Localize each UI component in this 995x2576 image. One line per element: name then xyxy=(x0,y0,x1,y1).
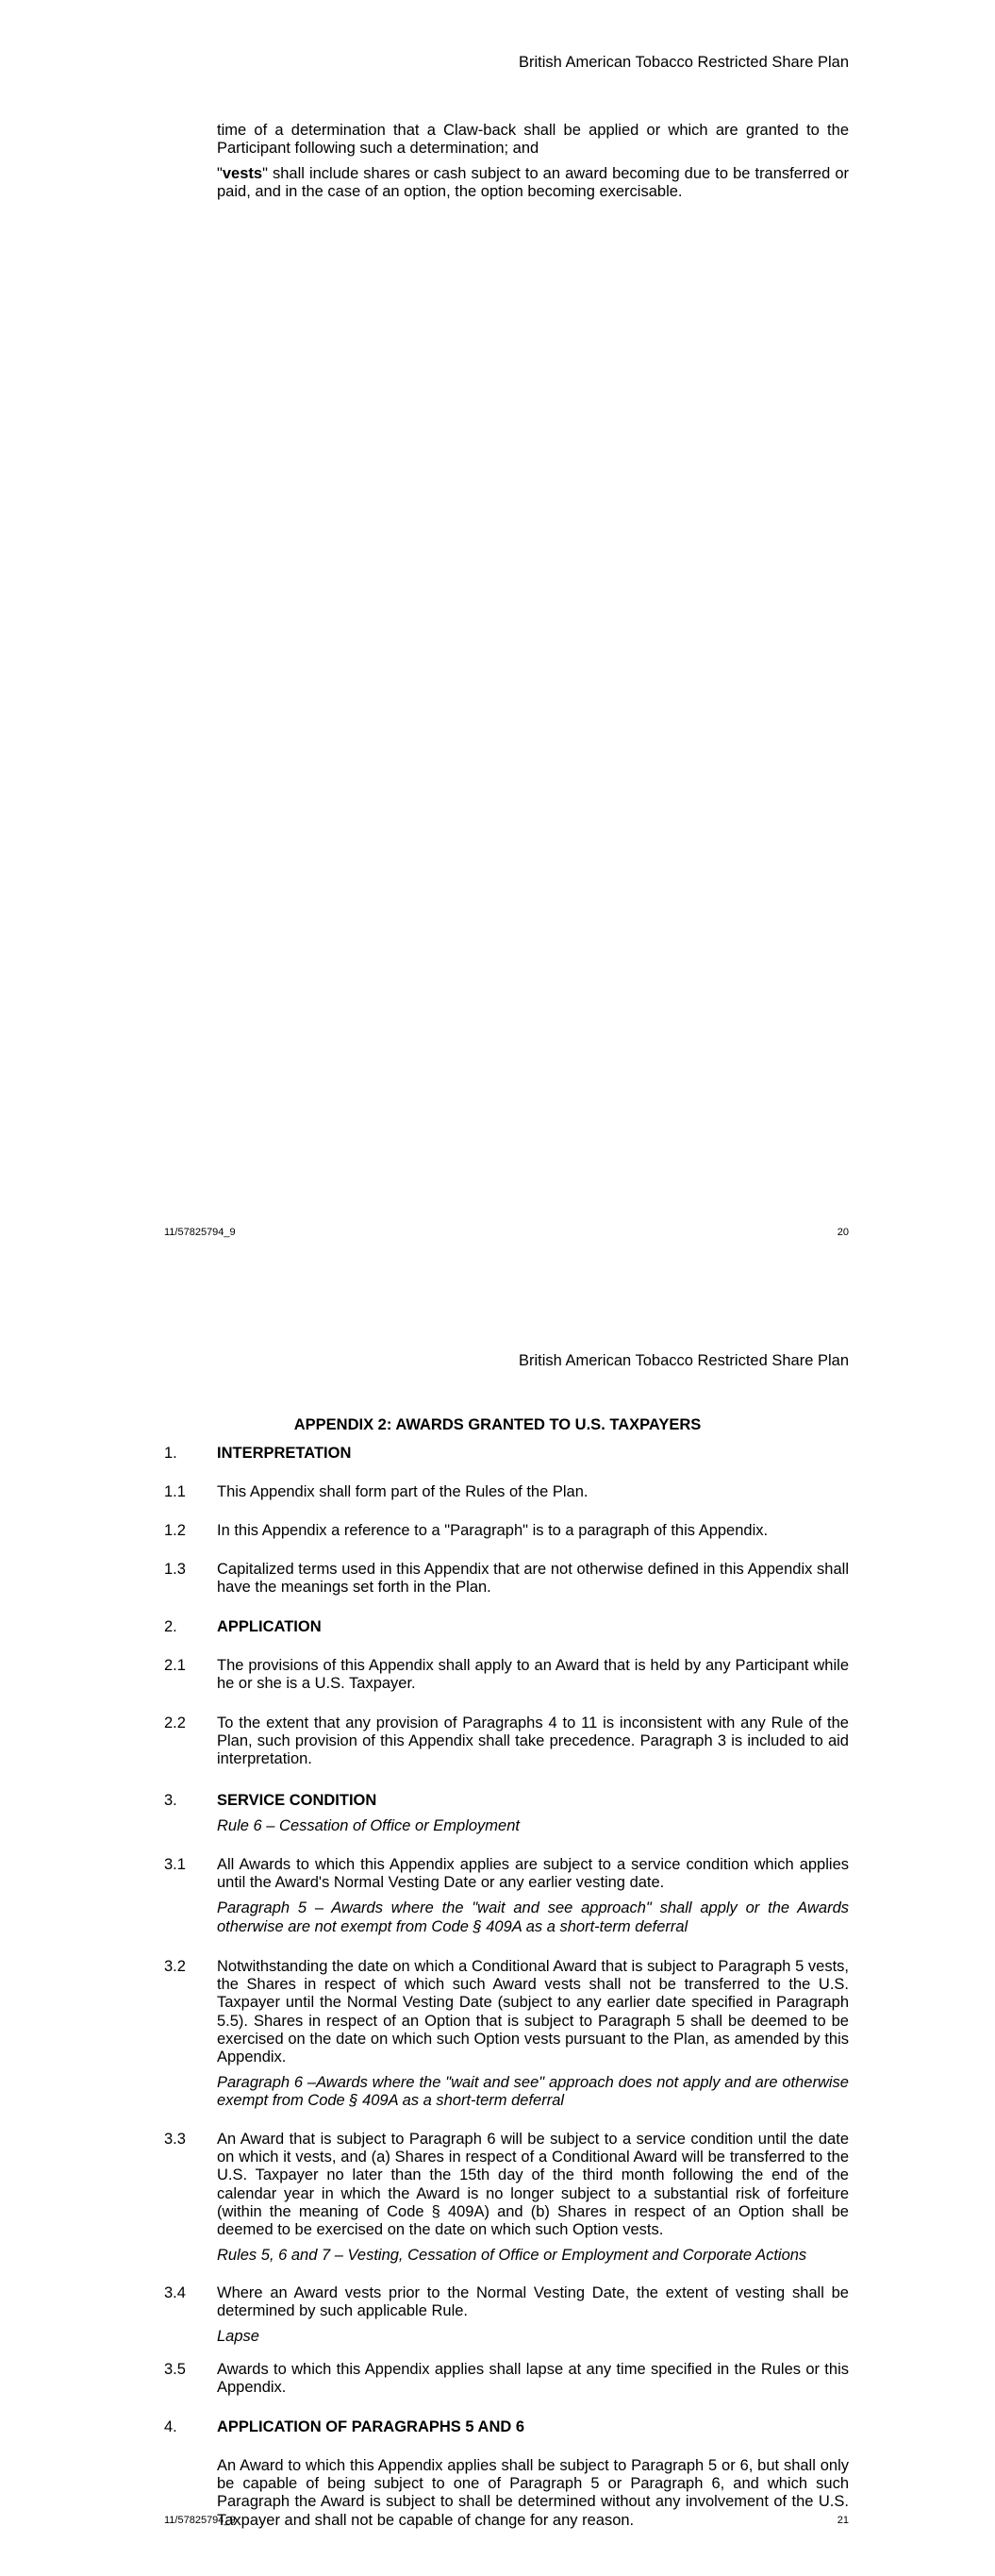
clause-3-3 xyxy=(164,2131,849,2265)
section-number: 2. xyxy=(164,1618,177,1635)
section-heading: SERVICE CONDITION xyxy=(217,1792,377,1809)
clause-1-1 xyxy=(164,1483,849,1501)
document-page-21 xyxy=(0,1288,995,2576)
section-number: 3. xyxy=(164,1792,177,1809)
section-1-heading xyxy=(164,1445,849,1463)
subheading-note: Lapse xyxy=(217,2328,259,2346)
clause-text: Notwithstanding the date on which a Conditional Award that is subject to Paragraph 5 vests, the Shares in respect of which such Award vests shall not be transferred to the U.S. Taxpayer until the Normal Vesting Date (subject to any earlier date specified in Paragraph 5.5). Shares in respect of an Option that is subject to Paragraph 5 shall be deemed to be exercised on the date on which such Option vests pursuant to the Plan, as amended by this Appendix. xyxy=(217,1958,849,2066)
page-number: 21 xyxy=(837,2515,849,2526)
continued-paragraph: time of a determination that a Claw-back shall be applied or which are granted to the Participant following such a determination; and xyxy=(217,122,849,158)
clause-text: An Award that is subject to Paragraph 6 will be subject to a service condition until the date on which it vests, and (a) Shares in respect of a Conditional Award will be transferred to the U.S. Taxpayer no later than the 15th day of the third month following the end of the calendar year in which the Award is no longer subject to a substantial risk of forfeiture (within the meaning of Code § 409A) and (b) Shares in respect of an Option shall be deemed to be exercised on the date on which such Option vests. xyxy=(217,2131,849,2239)
clause-text: The provisions of this Appendix shall apply to an Award that is held by any Participant while he or she is a U.S. Taxpayer. xyxy=(217,1657,849,1693)
section-number: 4. xyxy=(164,2418,177,2435)
paragraph-reference-note: Paragraph 5 – Awards where the "wait and see approach" shall apply or the Awards otherwise are not exempt from Code § 409A as a short-term deferral xyxy=(217,1899,849,1935)
section-4-heading xyxy=(164,2418,849,2436)
defined-term: vests xyxy=(222,165,263,182)
clause-2-2 xyxy=(164,1715,849,1769)
clause-number: 3.5 xyxy=(164,2361,186,2378)
clause-number: 2.2 xyxy=(164,1715,186,1731)
clause-number: 1.3 xyxy=(164,1561,186,1578)
section-3-heading xyxy=(164,1792,849,1835)
rule-reference-note: Rule 6 – Cessation of Office or Employment xyxy=(217,1817,520,1835)
clause-number: 1.1 xyxy=(164,1483,186,1500)
running-header: British American Tobacco Restricted Share Plan xyxy=(518,54,849,71)
page-footer xyxy=(164,2515,849,2526)
paragraph-reference-note: Paragraph 6 –Awards where the "wait and see" approach does not apply and are otherwise exempt from Code § 409A as a short-term deferral xyxy=(217,2074,849,2110)
clause-text: In this Appendix a reference to a "Paragraph" is to a paragraph of this Appendix. xyxy=(217,1522,769,1539)
clause-text: Awards to which this Appendix applies shall lapse at any time specified in the Rules or this Appendix. xyxy=(217,2361,849,2397)
section-heading: INTERPRETATION xyxy=(217,1445,352,1462)
running-header: British American Tobacco Restricted Share Plan xyxy=(518,1352,849,1369)
section-heading: APPLICATION xyxy=(217,1618,322,1635)
clause-number: 3.3 xyxy=(164,2131,186,2148)
clause-text: Where an Award vests prior to the Normal Vesting Date, the extent of vesting shall be determined by such applicable Rule. xyxy=(217,2284,849,2320)
document-reference: 11/57825794_9 xyxy=(164,2515,236,2526)
section-text: An Award to which this Appendix applies shall be subject to Paragraph 5 or 6, but shall only be capable of being subject to one of Paragraph 5 or Paragraph 6, and which such Paragraph the Award is subject to shall be determined without any involvement of the U.S. Taxpayer and shall not be capable of change for any reason. xyxy=(217,2457,849,2529)
appendix-title: APPENDIX 2: AWARDS GRANTED TO U.S. TAXPAYERS xyxy=(293,1416,702,1433)
clause-2-1 xyxy=(164,1657,849,1693)
clause-1-3 xyxy=(164,1561,849,1597)
clause-3-5 xyxy=(164,2361,849,2397)
clause-text: To the extent that any provision of Paragraphs 4 to 11 is inconsistent with any Rule of the Plan, such provision of this Appendix shall take precedence. Paragraph 3 is included to aid interpretation. xyxy=(217,1715,849,1768)
clause-number: 2.1 xyxy=(164,1657,186,1674)
page-footer xyxy=(164,1227,849,1238)
clause-3-4 xyxy=(164,2284,849,2347)
clause-number: 3.4 xyxy=(164,2284,186,2301)
clause-number: 3.2 xyxy=(164,1958,186,1975)
clause-text: This Appendix shall form part of the Rules of the Plan. xyxy=(217,1483,589,1500)
clause-number: 1.2 xyxy=(164,1522,186,1539)
section-heading: APPLICATION OF PARAGRAPHS 5 AND 6 xyxy=(217,2418,525,2435)
page-number: 20 xyxy=(837,1227,849,1238)
clause-3-2 xyxy=(164,1958,849,2111)
rule-reference-note: Rules 5, 6 and 7 – Vesting, Cessation of Office or Employment and Corporate Actions xyxy=(217,2247,807,2265)
clause-3-1 xyxy=(164,1856,849,1936)
clause-text: All Awards to which this Appendix applies are subject to a service condition which applies until the Award's Normal Vesting Date or any earlier vesting date. xyxy=(217,1856,849,1892)
clause-number: 3.1 xyxy=(164,1856,186,1873)
section-number: 1. xyxy=(164,1445,177,1462)
section-2-heading xyxy=(164,1618,849,1636)
clause-text: Capitalized terms used in this Appendix that are not otherwise defined in this Appendix shall have the meanings set forth in the Plan. xyxy=(217,1561,849,1597)
document-reference: 11/57825794_9 xyxy=(164,1227,236,1238)
definition-text: " shall include shares or cash subject to an award becoming due to be transferred or paid, and in the case of an option, the option becoming exercisable. xyxy=(217,165,849,201)
definition-vests xyxy=(217,165,849,201)
open-quote: " xyxy=(217,165,223,182)
clause-1-2 xyxy=(164,1522,849,1540)
